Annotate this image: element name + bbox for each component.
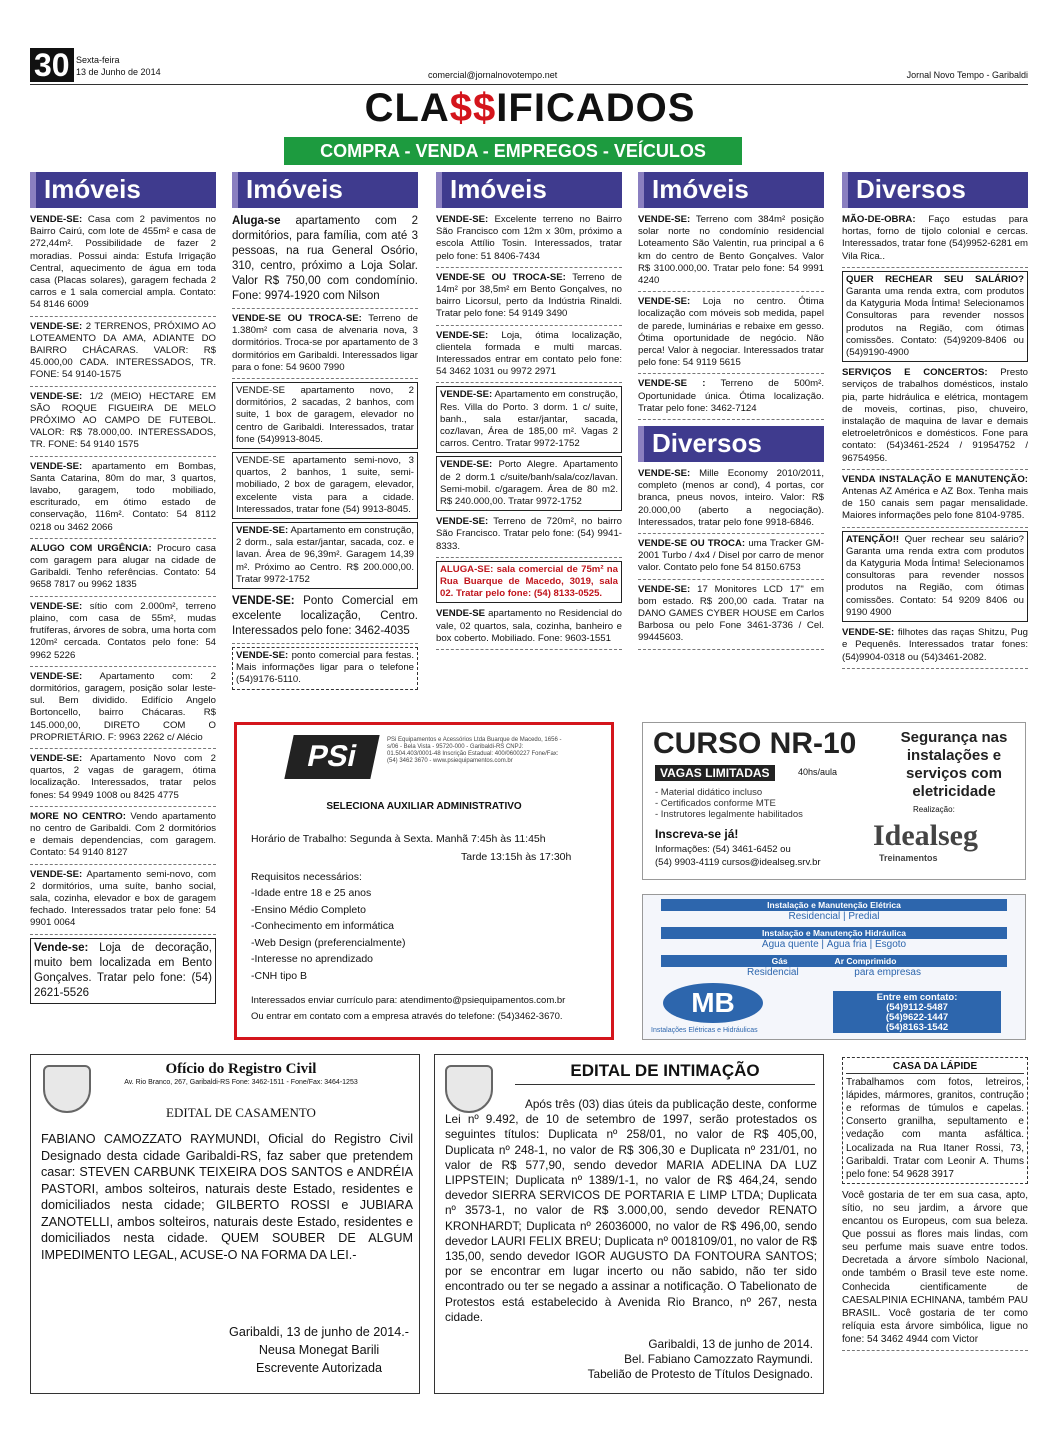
classified-ad bbox=[436, 270, 622, 326]
ad-text: VENDE-SE apartamento novo, 2 dormitórios, 2 sacadas, 2 banhos, com suite, 1 box de garagem, elevador no centro de Garibaldi. Interessados, tratar fone (54)9913-8045. bbox=[236, 385, 414, 445]
ad-title: VENDE-SE: bbox=[436, 214, 489, 225]
ad-title: VENDE-SE: bbox=[30, 868, 83, 880]
ad-title: MORE NO CENTRO: bbox=[30, 810, 126, 822]
office-title: Ofício do Registro Civil bbox=[165, 1061, 317, 1077]
ad-text: Mille Economy 2010/2011, completo (menos ar cond), 4 portas, cor branca, pneus novos, inteiro. Valor: R$ 20.000,00 (aberto a negociação). Interessados, tratar pelo fone 9918-6846. bbox=[638, 468, 824, 528]
ad-title: VENDE-SE: bbox=[30, 460, 83, 472]
ad-text: 17 Monitores LCD 17" em bom estado. R$ 200,00 cada. Tratar na DANO GAMES CYBER HOUSE em Carlos Barbosa ou pelo Fone 3461-3736 / Cel. 99445603. bbox=[638, 583, 824, 644]
coat-of-arms-icon bbox=[43, 1065, 91, 1113]
ad-title: ATENÇÃO!! bbox=[846, 533, 900, 545]
psi-hours: Horário de Trabalho: Segunda à Sexta. Manhã 7:45h às 11:45h bbox=[251, 833, 546, 845]
page-header bbox=[30, 46, 1028, 86]
ad-title: MÃO-DE-OBRA: bbox=[842, 214, 916, 225]
classified-ad bbox=[842, 531, 1028, 622]
psi-footer-email: Interessados enviar currículo para: atendimento@psiequipamentos.com.br bbox=[251, 995, 566, 1006]
ad-title: VENDE-SE : bbox=[638, 378, 706, 390]
classified-ad bbox=[436, 328, 622, 384]
ad-text: Casa com 2 pavimentos no Bairro Cairú, com lote de 455m² e casa de 272,44m². Possibilidade de fazer 2 moradias. Possui ainda: Estufa Irrigação Central, aquecimento de água em toda casa (Placas solares), garagem fechada 2 carros e 1 sala comercial ampla. Contato: 54 8146 6009 bbox=[30, 214, 217, 311]
classified-ad bbox=[232, 452, 418, 519]
ad-title: VENDE-SE OU TROCA: bbox=[638, 538, 746, 550]
ad-title: VENDE-SE: bbox=[440, 459, 493, 471]
ad-title: ALUGO COM URGÊNCIA: bbox=[30, 542, 152, 554]
ad-title: VENDE-SE: bbox=[638, 468, 691, 480]
psi-requirement: -Conhecimento em informática bbox=[251, 920, 394, 932]
psi-requirements bbox=[251, 885, 405, 984]
ad-text: sítio com 2.000m², terreno plaino, com casa de 55m², mudas frutíferas, árvores de sobra, uma horta com 120m² cercada. Contatos pelo fone: 54 9962 5226 bbox=[30, 600, 216, 661]
classified-ad bbox=[30, 319, 216, 387]
ad-title: ALUGA-SE: bbox=[440, 563, 494, 575]
ad-text: 2 TERRENOS, PRÓXIMO AO LOTEAMENTO DA AMA, ADIANTE DO BAIRRO CHÁCARAS. VALOR: R$ 45.000,00 CADA. INTERESSADOS, TR. FONE: 54 9140-1575 bbox=[30, 320, 216, 381]
casa-da-lapide bbox=[842, 1054, 1028, 1353]
classified-ad bbox=[436, 606, 622, 650]
ad-text: Loja de decoração, muito bem localizada em Bento Gonçalves. Tratar pelo fone: (54) 2621-5526 bbox=[34, 941, 212, 999]
ad-text: apartamento com 2 dormitórios, para família, com até 3 pessoas, na rua General Osório, 310, centro, próximo a Loja Solar. Valor R$ 750,00 com condomínio. Fone: 9974-1920 com Nilson bbox=[232, 215, 418, 302]
classified-ad bbox=[638, 582, 824, 650]
ad-text: VENDE-SE apartamento semi-novo, 3 quartos, 2 banhos, 1 suite, semi-mobiliado, 2 box de garagem, elevador, excelente vista para a cidade. Interessados, tratar fone (54) 9913-8045. bbox=[236, 455, 414, 515]
psi-hours-afternoon: Tarde 13:15h às 17:30h bbox=[461, 851, 572, 863]
classified-ad bbox=[842, 472, 1028, 528]
psi-company-info: PSi Equipamentos e Acessórios Ltda Buarque de Macedo, 1656 - s/06 - Bela Vista - 95720-000 - Garibaldi-RS CNPJ: 01.504.403/0001-48 Inscrição Estadual: 400/0600227 Fone/Fax: (54) 3462 3670 - www.psiequipamentos.com.br bbox=[387, 737, 562, 764]
classified-ad bbox=[30, 669, 216, 749]
mb-caption: Instalações Elétricas e Hidráulicas bbox=[651, 1027, 758, 1034]
column-imoveis-2 bbox=[232, 172, 418, 693]
mb-service-electric-sub: Residencial | Predial bbox=[788, 911, 880, 922]
ad-title: VENDE-SE: bbox=[638, 583, 691, 595]
classified-ad bbox=[30, 389, 216, 457]
page-number: 30 bbox=[30, 48, 74, 82]
ad-title: VENDE-SE: bbox=[638, 214, 691, 225]
classified-ad bbox=[30, 599, 216, 667]
column-imoveis-4 bbox=[638, 172, 824, 652]
ad-text: Quer rechear seu salário? Garanta uma renda extra com produtos da Katyguria Moda Íntima! Selecionamos consultoras para revender nossos produtos na Região, com ótimas comissões. Contato: 54 9209 8406 ou 9190 4900 bbox=[846, 533, 1025, 618]
ad-title: VENDE-SE OU TROCA-SE: bbox=[436, 271, 566, 283]
psi-requirements-title: Requisitos necessários: bbox=[251, 871, 362, 883]
edital-body: FABIANO CAMOZZATO RAYMUNDI, Oficial do Registro Civil Designado desta cidade Garibaldi-RS, faz saber que pretendem casar: STEVEN CARBUNK TEIXEIRA DOS SANTOS e ANDRÉIA PASTORI, ambos solteiros, naturais deste Estado, residentes e domiciliados nesta cidade; GILBERTO ROSSI e JUBIARA ZANOTELLI, ambos solteiros, naturais deste Estado, residentes e domiciliados nesta cidade. QUEM SOUBER DE ALGUM IMPEDIMENTO LEGAL, ACUSE-O NA FORMA DA LEI.- bbox=[41, 1132, 413, 1262]
edital-signature: Garibaldi, 13 de junho de 2014.- Neusa Monegat Barili Escrevente Autorizada bbox=[229, 1325, 409, 1375]
ad-title: VENDE-SE: bbox=[30, 752, 83, 764]
classified-ad bbox=[842, 625, 1028, 669]
classified-ad bbox=[232, 382, 418, 449]
classified-ad bbox=[30, 541, 216, 597]
mb-logo: MB bbox=[663, 983, 763, 1023]
classified-ad bbox=[638, 212, 824, 292]
classified-ad bbox=[842, 365, 1028, 470]
section-strip: COMPRA - VENDA - EMPREGOS - VEÍCULOS bbox=[284, 137, 742, 165]
mb-service-hydraulic: Instalação e Manutenção Hidráulica bbox=[661, 927, 1007, 939]
ad-title: VENDE-SE: bbox=[30, 214, 83, 225]
classified-ad bbox=[638, 294, 824, 374]
newspaper-name: Jornal Novo Tempo - Garibaldi bbox=[906, 70, 1028, 80]
classified-ad bbox=[30, 809, 216, 865]
pau-brasil-ad: Você gostaria de ter em sua casa, apto, sítio, no seu jardim, a árvore que encantou os Europeus, com sua beleza. Que possui as flores mais lindas, com seu perfume mais suave entre todos. Decretada a árvore símbolo Nacional, onde também o Brasil teve este nome. Conhecida cientificamente de CAESALPINIA ECHINANA, também PAU BRASIL. Você gostaria de ter como relíquia esta árvore simbólica, ligue no fone: 54 3462 4944 com Victor bbox=[842, 1187, 1028, 1351]
column-heading: Imóveis bbox=[436, 172, 622, 208]
column-heading: Imóveis bbox=[232, 172, 418, 208]
vagas-badge: VAGAS LIMITADAS bbox=[655, 765, 775, 781]
ad-title: VENDE-SE: bbox=[638, 296, 691, 308]
classified-ad bbox=[436, 212, 622, 268]
ad-text: Ponto Comercial em excelente localização, Centro. Interessados pelo fone: 3462-4035 bbox=[232, 595, 418, 638]
ad-title: VENDE-SE: bbox=[436, 329, 489, 341]
mb-service-gas-air-sub: Residencial para empresas bbox=[747, 967, 921, 978]
ad-text: Porto Alegre. Apartamento de 2 dorm.1 c/suite/banh/sala/coz/lavan. Semi-mobil. c/garagem. Área de 80 m2. R$ 240.000,00. Tratar 9972-1752 bbox=[440, 459, 618, 508]
ad-text: Vendo apartamento no centro de Garibaldi. Com 2 dormitórios e demais dependencias, com garagem. Contato: 54 9140 8127 bbox=[30, 810, 216, 859]
classified-ad bbox=[638, 466, 824, 534]
mb-instalacoes-ad bbox=[642, 894, 1026, 1040]
ad-text: Excelente terreno no Bairro São Francisco com 12m x 30m, próximo a escola Attílio Tosin. Interessados, tratar pelo fone: 51 8406-7434 bbox=[436, 214, 622, 262]
classified-ad bbox=[232, 212, 418, 309]
ad-text: Terreno de 1.380m² com casa de alvenaria nova, 3 dormitórios. Troca-se por apartamento de 3 dormitórios em Garibaldi. Interessados ligar para o fone: 54 9600 7990 bbox=[232, 313, 418, 373]
classified-ad bbox=[30, 459, 216, 539]
psi-requirement: -Ensino Médio Completo bbox=[251, 903, 366, 916]
classified-ad bbox=[436, 386, 622, 453]
ad-text: Terreno com 384m² posição solar norte no condomínio residencial Loteamento São Valentin, rua principal a 6 km do centro de Bento Gonçalves. Valor R$ 3100.000,00. Tratar pelo fone: 54 9991 4240 bbox=[638, 214, 824, 287]
ad-text: Terreno de 720m², no bairro São Francisco. Tratar pelo fone: (54) 9941-8333. bbox=[436, 516, 622, 552]
psi-title: SELECIONA AUXILIAR ADMINISTRATIVO bbox=[326, 801, 522, 812]
office-address: Av. Rio Branco, 267, Garibaldi-RS Fone: 3462-1511 - Fone/Fax: 3464-1253 bbox=[124, 1079, 358, 1086]
ad-text: Apartamento com: 2 dormitórios, garagem, posição solar leste-sul. Bem dividido. Edifício Angelo Bortoncello, bairro Chácaras. R$ 145.000,00, DIRETO COM O PROPRIETÁRIO. F: 9963 2262 c/ Alécio bbox=[30, 670, 217, 743]
ad-text: Faço estudas para hortas, forno de tijolo colonial e cercas. Interessados, tratar fone (54)9952-6281 em Vila Rica.. bbox=[842, 214, 1028, 262]
contact-email[interactable]: comercial@jornalnovotempo.net bbox=[428, 70, 558, 80]
idealseg-sub: Treinamentos bbox=[879, 853, 938, 863]
ad-title: VENDE-SE: bbox=[30, 320, 83, 332]
ad-title: Aluga-se bbox=[232, 215, 281, 227]
header-rule bbox=[30, 84, 1028, 85]
idealseg-logo: Idealseg bbox=[873, 819, 978, 852]
psi-requirement: -Idade entre 18 e 25 anos bbox=[251, 887, 372, 899]
ad-title: SERVIÇOS E CONCERTOS: bbox=[842, 367, 988, 379]
column-heading: Imóveis bbox=[30, 172, 216, 208]
curso-realizacao: Realização: bbox=[913, 805, 955, 814]
issue-date: Sexta-feira 13 de Junho de 2014 bbox=[76, 55, 161, 77]
classified-ad bbox=[436, 561, 622, 604]
psi-requirement: -CNH tipo B bbox=[251, 969, 308, 982]
ad-text: Garanta uma renda extra, com produtos da Katyguria Moda Íntima! Selecionamos Consultoras para revender nossos produtos na Região, com ótimas comissões. Contato: (54)9209-8406 ou (54)9190-4900 bbox=[846, 286, 1024, 359]
classified-ad bbox=[436, 456, 622, 511]
ad-text: Apartamento em construção, 2 dorm., sala estar/jantar, sacada, coz. e lavan. Área de 96,39m². Garagem 14,39 m². Próximo ao Centro. R$ 200.000,00. Tratar 9972-1752 bbox=[236, 525, 414, 585]
edital-intimacao bbox=[434, 1054, 824, 1394]
ad-title: VENDE-SE bbox=[436, 608, 486, 620]
classified-ad bbox=[232, 647, 418, 690]
ad-text: Apartamento em construção, Res. Villa do Porto. 3 dorm. 1 c/ suite, banh., sala estar/jantar, sacada, coz/lavan, Área de 185,00 m². Vagas 2 carros. Centro. Tratar 9972-1752 bbox=[440, 389, 618, 450]
edital-title: EDITAL DE CASAMENTO bbox=[166, 1105, 316, 1120]
ad-title: Vende-se: bbox=[34, 941, 89, 954]
ad-text: apartamento no Residencial do vale, 02 quartos, sala, cozinha, banheiro e box coberto. Mobiliado. Fone: 9603-1551 bbox=[436, 608, 622, 644]
column-diversos bbox=[842, 172, 1028, 671]
classified-ad bbox=[638, 536, 824, 580]
ad-title: VENDE-SE: bbox=[440, 389, 493, 401]
curso-cta: Inscreva-se já! bbox=[655, 827, 739, 841]
column-heading: Diversos bbox=[842, 172, 1028, 208]
classified-ad bbox=[232, 592, 418, 644]
ad-title: VENDE-SE: bbox=[30, 670, 83, 682]
classified-ad bbox=[30, 867, 216, 935]
ad-text: sala comercial de 75m² na Rua Buarque de Macedo, 3019, sala 02. Tratar pelo fone: (54) 8133-0525. bbox=[440, 563, 619, 600]
mb-service-hydraulic-sub: Água quente | Água fria | Esgoto bbox=[761, 939, 907, 950]
ad-text: Antenas AZ América e AZ Box. Tenha mais de 150 canais sem pagar mensalidade. Maiores informações pelo fone 8104-9785. bbox=[842, 486, 1028, 522]
ad-text: apartamento em Bombas, Santa Catarina, 80m do mar, 3 quartos, lavabo, garagem, todo mobiliado, escriturado, em ótimo estado de conservação, 116m². Contato: 54 8112 0218 ou 3462 2066 bbox=[30, 460, 216, 533]
ad-title: VENDA INSTALAÇÃO E MANUTENÇÃO: bbox=[842, 473, 1028, 485]
ad-title: VENDE-SE: bbox=[436, 516, 489, 528]
psi-job-ad bbox=[234, 722, 614, 1040]
classified-ad bbox=[232, 522, 418, 589]
ad-title: VENDE-SE: bbox=[236, 525, 289, 537]
ad-title: QUER RECHEAR SEU SALÁRIO? bbox=[846, 273, 1024, 285]
psi-requirement: -Web Design (preferencialmente) bbox=[251, 936, 406, 949]
curso-items: - Material didático incluso - Certificados conforme MTE - Instrutores legalmente habilitados bbox=[655, 787, 803, 820]
ad-title: VENDE-SE: bbox=[232, 595, 295, 608]
column-heading: Imóveis bbox=[638, 172, 824, 208]
curso-slogan: Segurança nas instalações e serviços com eletricidade bbox=[900, 729, 1008, 800]
ad-title: VENDE-SE: bbox=[236, 650, 289, 662]
classified-ad bbox=[842, 271, 1028, 362]
section-logo: CLA$$IFICADOS bbox=[364, 86, 696, 130]
column-imoveis-3 bbox=[436, 172, 622, 652]
curso-nr10-ad bbox=[642, 722, 1026, 880]
lapide-ad: CASA DA LÁPIDE Trabalhamos com fotos, letreiros, lápides, mármores, granitos, contrução e reformas de túmulos e capelas. Conserto granilha, sepultamento e vedação com manta asfáltica. Localizada na Rua Itaner Rossi, 73, Garibaldi. Tratar com Leonir A. Thums pelo fone: 54 9628 3917 bbox=[842, 1057, 1028, 1184]
edital-body: Após três (03) dias úteis da publicação deste, conforme Lei nº 9.492, de 10 de setembro de 1997, serão protestados os seguintes títulos: Duplicata nº 258/01, no valor de R$ 405,00, Duplicata nº 248-1, no valor de R$ 306,30 e Duplicata nº 231/01, no valor de R$ 577,90, sendo devedor MARIA ADELINA DA LUZ LIPPSTEIN; Duplicata nº 1389/1-1, no valor de R$ 464,24, sendo devedor SIERRA SERVICOS DE PORTARIA E LIMP LTDA; Duplicata nº 3573-1, no valor de R$ 3.000,00, sendo devedor RENATO KRONHARDT; Duplicata nº 26036000, no valor de R$ 496,00, sendo devedor LAURI FELIX BREU; Duplicata nº 0018109/01, no valor de R$ 135,00, sendo devedor IGOR AUGUSTO DA FONTOURA SANTOS; por se encontrar em lugar incerto ou não sabido, não ter sido encontrado ou ter se negado a assinar a notificação. O Tabelionato de Protestos está estabelecido à Avenida Rio Branco, nº 267, nesta cidade. bbox=[445, 1097, 817, 1324]
ad-title: VENDE-SE: bbox=[842, 627, 895, 639]
mb-contact: Entre em contato: (54)9112-5487 (54)9622-1447 (54)8163-1542 bbox=[833, 991, 1001, 1033]
curso-info: Informações: (54) 3461-6452 ou (54) 9903-4119 cursos@idealseg.srv.br bbox=[655, 844, 821, 868]
classified-ad bbox=[436, 514, 622, 558]
ad-text: Loja no centro. Ótima localização com móveis sob medida, papel de parede, luminárias e rebaixe em gesso. Ótima oportunidade de negócio. Não perca! Valor à negociar. Interessados tratar pelo fone: 54 9119 5615 bbox=[638, 296, 824, 369]
edital-signature: Garibaldi, 13 de junho de 2014. Bel. Fabiano Camozzato Raymundi. Tabelião de Protesto de Títulos Designado. bbox=[587, 1337, 813, 1382]
ad-title: VENDE-SE: bbox=[30, 600, 83, 612]
ad-text: Terreno de 500m². Oportunidade única. Ótima localização. Tratar pelo fone: 3462-7124 bbox=[638, 378, 824, 414]
ad-text: uma Tracker GM-2001 Turbo / 4x4 / Disel por carro de menor valor. Contato pelo fone 54 8150.6753 bbox=[638, 538, 824, 574]
ad-text: ponto comercial para festas. Mais informações ligar para o telefone (54)9176-5110. bbox=[236, 650, 414, 686]
mb-service-electric: Instalação e Manutenção Elétrica bbox=[661, 899, 1007, 911]
ad-text: Procuro casa com garagem para alugar na cidade de Garibaldi. Tenho referências. Contato: 54 9658 7817 ou 9962 1835 bbox=[30, 542, 216, 591]
ad-title: VENDE-SE: bbox=[30, 390, 83, 402]
ad-text: Loja, ótima localização, clientela formada e multi marcas. Interessados entrar em contato pelo fone: 54 3462 1031 ou 9972 2971 bbox=[436, 329, 622, 378]
psi-footer-phone: Ou entrar em contato com a empresa através do telefone: (54)3462-3670. bbox=[251, 1011, 563, 1022]
classified-ad bbox=[30, 751, 216, 807]
ad-text: Apartamento Novo com 2 quartos, 2 vagas de garagem, ótima localização. Interessados, tratar pelos fones: 54 9949 1008 ou 8425 4775 bbox=[30, 752, 216, 801]
classified-ad bbox=[30, 938, 216, 1004]
ad-text: 1/2 (MEIO) HECTARE EM SÃO ROQUE FIGUEIRA DE MELO PRÓXIMO AO CAMPO DE FUTEBOL. VALOR: R$ 78.000,00. INTERESSADOS, TR. FONE: 54 9140 1575 bbox=[30, 390, 216, 451]
ad-text: Terreno de 14m² por 38,5m² em Bento Gonçalves, no bairro Licorsul, perto da Indústria Rinaldi. Tratar pelo fone: 54 9149 3490 bbox=[436, 271, 622, 320]
column-heading-diversos: Diversos bbox=[638, 426, 824, 462]
curso-title: CURSO NR-10 bbox=[653, 727, 857, 760]
ad-text: filhotes das raças Shitzu, Pug e Pequenês. Interessados tratar fones: (54)9904-0318 ou (54)3461-2082. bbox=[842, 627, 1028, 663]
classified-ad bbox=[842, 212, 1028, 268]
psi-logo: PSi bbox=[284, 735, 379, 779]
edital-casamento bbox=[30, 1054, 420, 1394]
mb-service-gas-air: Gás Ar Comprimido bbox=[661, 955, 1007, 967]
edital-title: EDITAL DE INTIMAÇÃO bbox=[515, 1061, 815, 1085]
classified-ad bbox=[30, 212, 216, 317]
curso-hours: 40hs/aula bbox=[798, 767, 838, 777]
ad-text: Apartamento semi-novo, com 2 dormitórios, uma suíte, banho social, sala, cozinha, elevador e box de garagem fechado. Interessados tratar pelo fone: 54 9901 0064 bbox=[30, 868, 217, 929]
psi-requirement: -Interesse no aprendizado bbox=[251, 953, 373, 965]
column-imoveis-1 bbox=[30, 172, 216, 1007]
ad-text: Presto serviços de trabalhos domésticos, instalo pia, parte hidráulica e elétrica, montagem de moveis, cortinas, piso, chuveiro, instalação de maquina de lavar e demais eletroeletrônicos e domésticos. Fone para contato: (54)3461-2524 / 91954752 / 96754956. bbox=[842, 367, 1028, 464]
classified-ad bbox=[232, 311, 418, 379]
ad-title: VENDE-SE OU TROCA-SE: bbox=[232, 313, 362, 324]
classified-ad bbox=[638, 376, 824, 420]
